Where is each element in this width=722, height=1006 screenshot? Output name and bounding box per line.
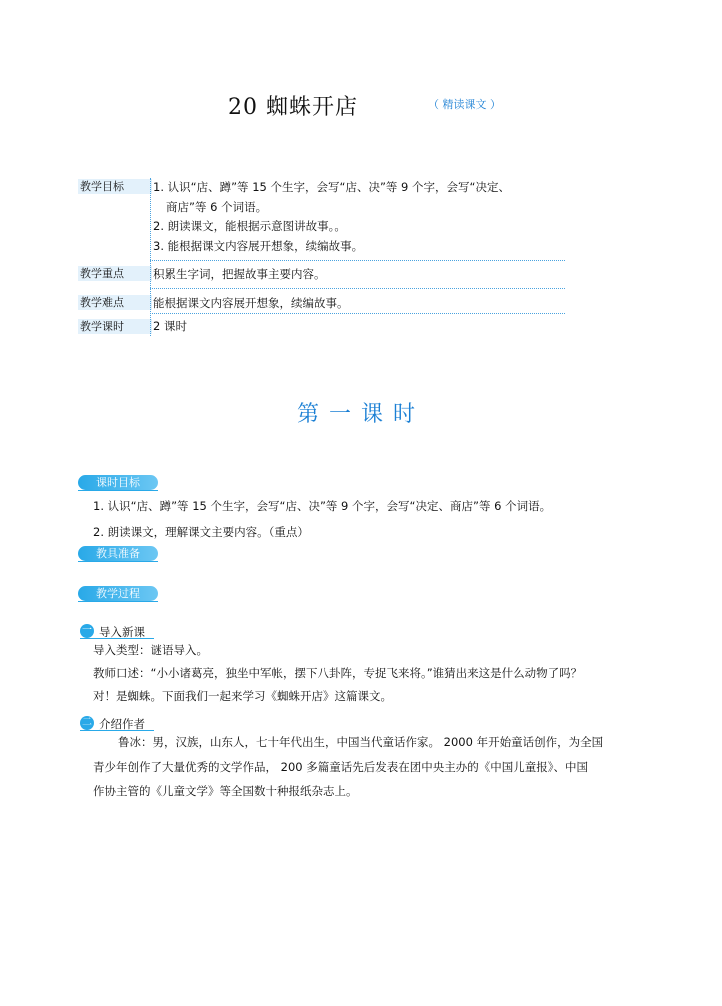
step-2-line-2: 青少年创作了大量优秀的文学作品， 200 多篇童话先后发表在团中央主办的《中国儿童报》、中国 [93,760,589,774]
hours-label: 教学课时 [78,319,152,334]
step-1-line-1: 导入类型：谜语导入。 [93,643,208,657]
goals-label: 教学目标 [78,179,152,194]
difficulty-label: 教学难点 [78,295,152,310]
table-vertical-divider [150,178,151,336]
lesson-goals-pill: 课时目标 [78,475,158,490]
step-1-line-2: 教师口述：“小小诸葛亮，独坐中军帐，摆下八卦阵，专捉飞来将。”谁猜出来这是什么动物了吗？ [93,666,583,680]
key-text: 积累生字词，把握故事主要内容。 [153,267,326,281]
lesson-section-title: 第一课时 [296,402,425,427]
table-divider [150,288,565,289]
step-1-title: 导入新课 [99,625,145,639]
key-label: 教学重点 [78,266,152,281]
goal-line-4: 3. 能根据课文内容展开想象，续编故事。 [153,239,364,253]
step-2-line-3: 作协主管的《儿童文学》等全国数十种报纸杂志上。 [93,784,358,798]
table-divider [150,313,565,314]
goal-line-1: 1. 认识“店、蹲”等 15 个生字，会写“店、决”等 9 个字，会写“决定、 [153,180,510,194]
lesson-goal-1: 1. 认识“店、蹲”等 15 个生字，会写“店、决”等 9 个字，会写“决定、商店”等 6 个词语。 [93,499,552,513]
page-title: 20 蜘蛛开店 [228,95,358,120]
goal-line-2: 商店”等 6 个词语。 [166,200,268,214]
difficulty-text: 能根据课文内容展开想象，续编故事。 [153,296,349,310]
lesson-goal-2: 2. 朗读课文，理解课文主要内容。（重点） [93,525,309,539]
pill-underline [78,561,158,562]
step-1-line-3: 对！是蜘蛛。下面我们一起来学习《蜘蛛开店》这篇课文。 [93,689,392,703]
step-2-title: 介绍作者 [99,717,145,731]
pill-underline [78,490,158,491]
lesson-type-subtitle: （ 精读课文 ） [428,98,501,111]
step-2-badge: 二 [82,717,92,728]
step-2-line-1: 鲁冰：男，汉族，山东人，七十年代出生，中国当代童话作家。 2000 年开始童话创作，为全国 [118,735,604,749]
prep-pill: 教具准备 [78,546,158,561]
process-pill: 教学过程 [78,586,158,601]
step-1-badge: 一 [82,625,92,636]
pill-underline [78,601,158,602]
goal-line-3: 2. 朗读课文，能根据示意图讲故事。。 [153,219,346,233]
table-divider [150,260,565,261]
hours-text: 2 课时 [153,319,187,333]
